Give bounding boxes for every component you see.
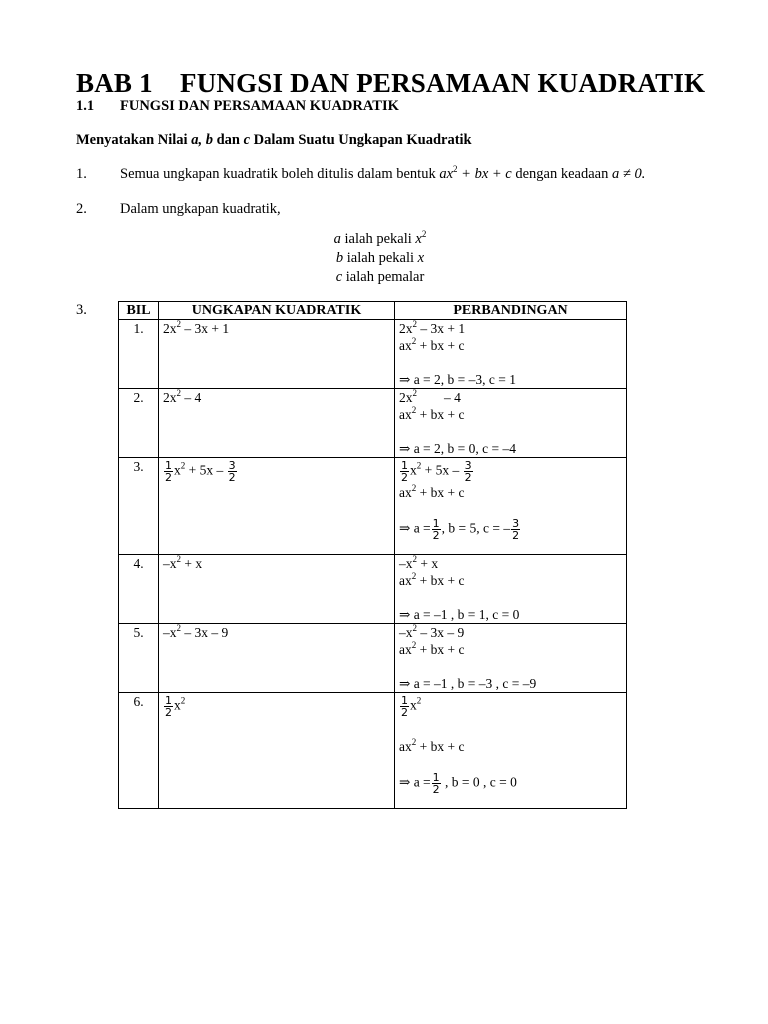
exponent: 2	[180, 460, 186, 471]
expr-part: 2x	[399, 321, 413, 336]
expr-part: + bx + c	[416, 739, 465, 754]
expr-part: – 3x – 9	[417, 625, 465, 640]
expr-part: ax	[399, 338, 412, 353]
exponent: 2	[412, 623, 417, 633]
coefficient-result	[399, 518, 622, 546]
exponent: 2	[416, 460, 422, 471]
comparison-expression	[399, 695, 622, 721]
expr-part: – 3x – 9	[181, 625, 229, 640]
expr-part: x	[410, 462, 417, 478]
heading-var-a: a,	[191, 132, 203, 148]
comparison-expression	[399, 320, 622, 337]
denominator: 2	[228, 471, 236, 484]
comparison-cell	[395, 693, 627, 809]
general-form	[399, 337, 622, 354]
spacer	[399, 721, 622, 738]
expr-part: 2x	[163, 321, 177, 336]
general-form	[399, 406, 622, 423]
table-row	[119, 320, 627, 389]
exponent: 2	[411, 640, 417, 650]
coefficient-result	[399, 606, 622, 623]
expr-part: –x	[399, 625, 413, 640]
heading-part: Dalam Suatu Ungkapan Kuadratik	[250, 132, 472, 148]
denominator: 2	[401, 706, 408, 719]
comparison-cell	[395, 458, 627, 555]
implies-symbol: ⇒	[399, 441, 411, 456]
def-var: a	[333, 231, 341, 247]
result-text: a = –1 , b = –3 , c = –9	[410, 676, 537, 691]
point-number: 3.	[76, 302, 87, 318]
section-subtitle-text: FUNGSI DAN PERSAMAAN KUADRATIK	[120, 98, 399, 114]
expr-part: + x	[417, 556, 439, 571]
exponent: 2	[416, 695, 422, 706]
implies-symbol: ⇒	[399, 520, 411, 536]
general-form	[399, 484, 622, 501]
denominator: 2	[464, 471, 472, 484]
exponent: 2	[411, 336, 417, 346]
fraction-one-half	[400, 695, 409, 718]
header-bil: BIL	[119, 302, 159, 320]
comparison-expression	[399, 624, 622, 641]
expr-part: + bx + c	[416, 642, 465, 657]
fraction-one-half	[432, 772, 441, 795]
result-text: a =	[410, 774, 431, 790]
denominator: 2	[165, 706, 172, 719]
exponent: 2	[176, 554, 181, 564]
expression-cell	[159, 458, 395, 555]
chapter-number: BAB 1	[76, 68, 153, 98]
expr-part: + bx + c	[416, 407, 465, 422]
table-row	[119, 693, 627, 809]
comparison-table	[118, 301, 627, 809]
fraction-three-halves	[511, 518, 520, 541]
numerator: 1	[401, 694, 408, 707]
exponent: 2	[176, 388, 181, 398]
result-text: a = 2, b = 0, c = –4	[410, 441, 517, 456]
expression-cell	[159, 693, 395, 809]
row-number: 5.	[119, 624, 159, 693]
spacer	[399, 423, 622, 440]
table-header-row	[119, 302, 627, 320]
exponent: 2	[176, 319, 181, 329]
row-number: 2.	[119, 389, 159, 458]
expr-part: + bx + c	[416, 573, 465, 588]
result-text: a =	[410, 520, 431, 536]
comparison-cell	[395, 624, 627, 693]
exponent: 2	[411, 405, 417, 415]
point-text	[120, 164, 645, 184]
general-form	[399, 572, 622, 589]
math-condition: a ≠ 0.	[611, 166, 646, 182]
header-expression: UNGKAPAN KUADRATIK	[159, 302, 395, 320]
header-comparison: PERBANDINGAN	[395, 302, 627, 320]
def-text: ialah pemalar	[342, 269, 425, 285]
comparison-cell	[395, 389, 627, 458]
expr-part: + 5x –	[421, 462, 460, 478]
table-row	[119, 624, 627, 693]
implies-symbol: ⇒	[399, 372, 411, 387]
text-part: dengan keadaan	[511, 166, 612, 182]
def-term: x	[417, 250, 425, 266]
fraction-one-half	[164, 695, 173, 718]
exponent: 2	[412, 388, 417, 398]
exponent: 2	[412, 319, 417, 329]
def-var: b	[335, 250, 344, 266]
expr-part: + x	[181, 556, 203, 571]
fraction-one-half	[400, 460, 409, 483]
general-form	[399, 641, 622, 658]
expr-part: ax	[399, 642, 412, 657]
expr-part: x	[410, 697, 417, 713]
section-number: 1.1	[76, 98, 95, 114]
expr-part: 2x	[399, 390, 413, 405]
fraction-three-halves	[228, 460, 237, 483]
coefficient-result	[399, 371, 622, 388]
result-text: a = –1 , b = 1, c = 0	[410, 607, 520, 622]
numerator: 1	[432, 517, 440, 530]
spacer	[399, 589, 622, 606]
expr-part: –x	[399, 556, 413, 571]
coefficient-result	[399, 440, 622, 457]
def-text: ialah pekali	[343, 250, 418, 266]
coefficient-result	[399, 772, 622, 800]
coefficient-result	[399, 675, 622, 692]
comparison-expression	[399, 460, 622, 484]
numerator: 1	[165, 694, 172, 707]
expr-part: – 4	[181, 390, 202, 405]
exponent: 2	[176, 623, 181, 633]
math-term: + bx + c	[457, 166, 512, 182]
def-text: ialah pekali	[340, 231, 416, 247]
exponent: 2	[411, 737, 417, 747]
spacer	[399, 501, 622, 518]
exponent: 2	[411, 483, 417, 493]
numerator: 1	[432, 771, 440, 784]
expr-part: + 5x –	[185, 462, 224, 478]
denominator: 2	[401, 471, 408, 484]
text-part: Semua ungkapan kuadratik boleh ditulis dalam bentuk	[120, 166, 440, 182]
comparison-expression	[399, 389, 622, 406]
heading-var-b: b	[205, 132, 213, 148]
general-form	[399, 738, 622, 755]
spacer	[399, 755, 622, 772]
numerator: 1	[401, 459, 408, 472]
topic-heading	[76, 130, 472, 150]
expression-cell	[159, 624, 395, 693]
def-var: c	[335, 269, 343, 285]
expr-part: ax	[399, 485, 412, 500]
row-number: 6.	[119, 693, 159, 809]
comparison-cell	[395, 555, 627, 624]
heading-part: Menyatakan Nilai	[76, 132, 192, 148]
expr-part: + bx + c	[416, 485, 465, 500]
definition-line	[240, 249, 520, 268]
implies-symbol: ⇒	[399, 676, 411, 691]
result-text: , b = 5, c = –	[441, 520, 511, 536]
expr-part: ax	[399, 739, 412, 754]
comparison-cell	[395, 320, 627, 389]
exponent: 2	[421, 229, 427, 239]
expr-part: + bx + c	[416, 338, 465, 353]
exponent: 2	[411, 571, 417, 581]
chapter-title-text: FUNGSI DAN PERSAMAAN KUADRATIK	[180, 68, 706, 98]
denominator: 2	[165, 471, 172, 484]
expr-part: x	[174, 462, 181, 478]
fraction-three-halves	[464, 460, 473, 483]
expr-part: 2x	[163, 390, 177, 405]
fraction-one-half	[164, 460, 173, 483]
chapter-title	[76, 66, 705, 100]
expr-part: ax	[399, 573, 412, 588]
definition-line	[240, 268, 520, 287]
coefficient-definitions	[240, 230, 520, 287]
expr-part: –x	[163, 625, 177, 640]
point-number: 1.	[76, 166, 87, 182]
point-number: 2.	[76, 201, 87, 217]
exponent: 2	[453, 164, 458, 174]
heading-var-c: c	[243, 132, 251, 148]
fraction-one-half	[432, 518, 441, 541]
implies-symbol: ⇒	[399, 774, 411, 790]
expr-part: –x	[163, 556, 177, 571]
table-row	[119, 458, 627, 555]
definition-line	[240, 230, 520, 249]
implies-symbol: ⇒	[399, 607, 411, 622]
section-subtitle	[76, 96, 399, 116]
denominator: 2	[512, 529, 520, 542]
expression-cell	[159, 555, 395, 624]
expr-part: – 4	[417, 390, 461, 405]
exponent: 2	[180, 695, 186, 706]
table-row	[119, 555, 627, 624]
numerator: 3	[228, 459, 236, 472]
expr-part: ax	[399, 407, 412, 422]
numerator: 3	[464, 459, 472, 472]
denominator: 2	[432, 783, 440, 796]
comparison-expression	[399, 555, 622, 572]
numerator: 3	[512, 517, 520, 530]
expression-cell	[159, 389, 395, 458]
table-row	[119, 389, 627, 458]
expr-part: – 3x + 1	[417, 321, 466, 336]
numerator: 1	[165, 459, 172, 472]
def-term: x	[415, 231, 422, 247]
spacer	[399, 354, 622, 371]
spacer	[399, 658, 622, 675]
exponent: 2	[412, 554, 417, 564]
expr-part: – 3x + 1	[181, 321, 230, 336]
denominator: 2	[432, 529, 440, 542]
heading-part: dan	[212, 132, 244, 148]
expression-cell	[159, 320, 395, 389]
row-number: 3.	[119, 458, 159, 555]
row-number: 4.	[119, 555, 159, 624]
expr-part: x	[174, 697, 181, 713]
math-term: ax	[439, 166, 454, 182]
result-text: , b = 0 , c = 0	[441, 774, 517, 790]
result-text: a = 2, b = –3, c = 1	[410, 372, 517, 387]
point-text: Dalam ungkapan kuadratik,	[120, 201, 281, 217]
row-number: 1.	[119, 320, 159, 389]
